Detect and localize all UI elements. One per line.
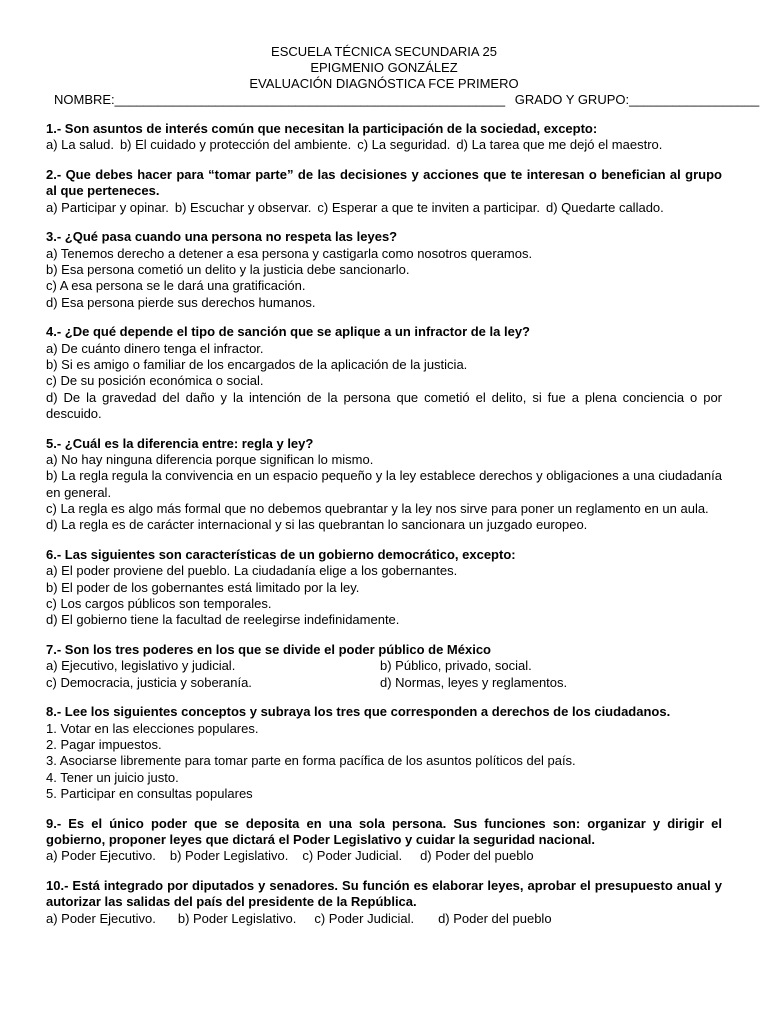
option-d[interactable]: d) Poder del pueblo [438, 910, 552, 926]
option-b[interactable]: b) Escuchar y observar. [174, 199, 312, 215]
option-b[interactable]: b) Poder Legislativo. [177, 910, 297, 926]
question-9 [46, 816, 722, 865]
concept-item-2[interactable]: 2. Pagar impuestos. [46, 737, 162, 752]
option-a[interactable]: a) El poder proviene del pueblo. La ciudadanía elige a los gobernantes. [46, 563, 458, 579]
option-d[interactable]: d) Esa persona pierde sus derechos humanos. [46, 294, 316, 310]
student-name-field[interactable]: NOMBRE:______________________________________________________ [54, 92, 506, 107]
option-a[interactable]: a) Ejecutivo, legislativo y judicial. [46, 658, 236, 674]
answer-options [46, 137, 722, 153]
option-d[interactable]: d) De la gravedad del daño y la intención de la persona que cometió el delito, si fue a plena conciencia o por descuido. [46, 389, 722, 421]
exam-title: EVALUACIÓN DIAGNÓSTICA FCE PRIMERO [249, 76, 519, 91]
concept-item-5[interactable]: 5. Participar en consultas populares [46, 785, 253, 801]
option-b[interactable]: b) Esa persona cometió un delito y la justicia debe sancionarlo. [46, 262, 410, 278]
concept-item-4[interactable]: 4. Tener un juicio justo. [46, 769, 179, 785]
option-b[interactable]: b) Poder Legislativo. [169, 848, 289, 864]
answer-options [46, 848, 722, 864]
option-c[interactable]: c) La seguridad. [357, 137, 451, 153]
question-8 [46, 704, 722, 802]
question-text: 1.- Son asuntos de interés común que necesitan la participación de la sociedad, excepto: [46, 121, 598, 136]
option-c[interactable]: c) Democracia, justicia y soberanía. [46, 674, 252, 690]
question-1 [46, 121, 722, 154]
option-c[interactable]: c) La regla es algo más formal que no debemos quebrantar y la ley nos sirve para poner un reglamento en un aula. [46, 500, 709, 516]
option-a[interactable]: a) Poder Ejecutivo. [46, 910, 156, 926]
answer-options [46, 911, 722, 927]
option-a[interactable]: a) Poder Ejecutivo. [46, 848, 156, 864]
option-d[interactable]: d) La regla es de carácter internacional y si las quebrantan lo sancionara un juzgado europeo. [46, 517, 588, 533]
question-text: 6.- Las siguientes son características de un gobierno democrático, excepto: [46, 547, 516, 563]
question-10 [46, 878, 722, 927]
question-text: 10.- Está integrado por diputados y senadores. Su función es elaborar leyes, aprobar el presupuesto anual y autorizar las salidas del país del presidente de la República. [46, 878, 722, 910]
option-c[interactable]: c) A esa persona se le dará una gratificación. [46, 278, 306, 294]
option-a[interactable]: a) De cuánto dinero tenga el infractor. [46, 340, 264, 356]
answer-options [46, 200, 722, 216]
school-subtitle: EPIGMENIO GONZÁLEZ [310, 60, 458, 75]
school-name: ESCUELA TÉCNICA SECUNDARIA 25 [271, 44, 497, 59]
exam-header [46, 44, 722, 92]
option-d[interactable]: d) Quedarte callado. [545, 199, 664, 215]
question-3 [46, 229, 722, 310]
question-7 [46, 642, 722, 691]
question-text: 2.- Que debes hacer para “tomar parte” de las decisiones y acciones que te interesan o benefician al grupo al que perteneces. [46, 167, 722, 199]
option-b[interactable]: b) Público, privado, social. [380, 658, 532, 674]
concept-item-3[interactable]: 3. Asociarse libremente para tomar parte en forma pacífica de los asuntos políticos del país. [46, 753, 576, 769]
question-text: 3.- ¿Qué pasa cuando una persona no respeta las leyes? [46, 229, 398, 245]
option-b[interactable]: b) El poder de los gobernantes está limitado por la ley. [46, 579, 360, 595]
grade-group-field[interactable]: GRADO Y GRUPO:__________________ [514, 92, 760, 107]
option-d[interactable]: d) Poder del pueblo [420, 848, 534, 864]
answer-row-1 [46, 658, 722, 674]
option-c[interactable]: c) Esperar a que te inviten a participar. [317, 199, 540, 215]
question-2 [46, 167, 722, 216]
option-c[interactable]: c) Los cargos públicos son temporales. [46, 595, 272, 611]
question-4 [46, 324, 722, 422]
question-text: 7.- Son los tres poderes en los que se divide el poder público de México [46, 642, 491, 658]
question-5 [46, 436, 722, 534]
option-c[interactable]: c) Poder Judicial. [302, 848, 403, 864]
questions-list [46, 121, 722, 927]
question-text: 5.- ¿Cuál es la diferencia entre: regla y ley? [46, 435, 314, 451]
student-info-line [46, 92, 760, 108]
question-text: 9.- Es el único poder que se deposita en una sola persona. Sus funciones son: organizar y dirigir el gobierno, proponer leyes que dictará el Poder Legislativo y cuidar la seguridad nacional. [46, 815, 722, 847]
option-d[interactable]: d) La tarea que me dejó el maestro. [456, 137, 663, 153]
option-b[interactable]: b) El cuidado y protección del ambiente. [119, 137, 352, 153]
question-6 [46, 547, 722, 628]
option-b[interactable]: b) La regla regula la convivencia en un espacio pequeño y la ley establece derechos y obligaciones a una ciudadanía en general. [46, 468, 722, 500]
option-a[interactable]: a) No hay ninguna diferencia porque significan lo mismo. [46, 452, 374, 468]
option-b[interactable]: b) Si es amigo o familiar de los encargados de la aplicación de la justicia. [46, 357, 468, 373]
answer-row-2 [46, 675, 722, 691]
question-text: 4.- ¿De qué depende el tipo de sanción que se aplique a un infractor de la ley? [46, 324, 530, 340]
option-a[interactable]: a) Tenemos derecho a detener a esa persona y castigarla como nosotros queramos. [46, 245, 533, 261]
option-d[interactable]: d) Normas, leyes y reglamentos. [380, 674, 568, 690]
concept-item-1[interactable]: 1. Votar en las elecciones populares. [46, 720, 259, 736]
option-a[interactable]: a) Participar y opinar. [46, 199, 169, 215]
option-a[interactable]: a) La salud. [46, 137, 114, 153]
option-d[interactable]: d) El gobierno tiene la facultad de reelegirse indefinidamente. [46, 612, 400, 628]
question-text: 8.- Lee los siguientes conceptos y subraya los tres que corresponden a derechos de los ciudadanos. [46, 704, 671, 720]
option-c[interactable]: c) Poder Judicial. [314, 910, 415, 926]
option-c[interactable]: c) De su posición económica o social. [46, 373, 264, 389]
